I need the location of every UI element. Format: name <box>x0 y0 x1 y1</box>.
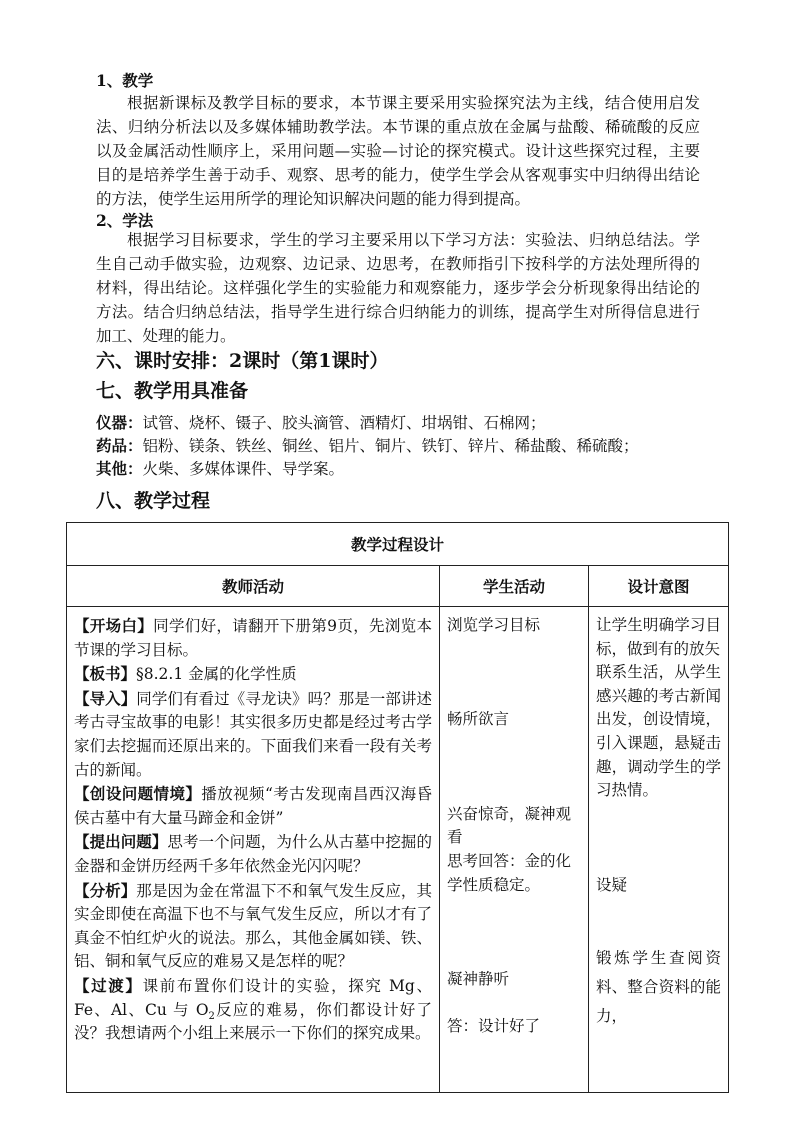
tag-opening: 【开场白】 <box>74 616 154 635</box>
instruments-list: 试管、烧杯、镊子、胶头滴管、酒精灯、坩埚钳、石棉网； <box>142 414 546 432</box>
section-tools-heading: 七、教学用具准备 <box>96 380 249 402</box>
teacher-transition <box>74 974 432 1046</box>
intent-doubt: 设疑 <box>596 875 628 894</box>
text-transition-a: 课前布置你们设计的实验，探究 Mg、Fe、Al、Cu 与 O <box>74 976 432 1019</box>
others-line <box>96 458 344 480</box>
tag-intro: 【导入】 <box>74 688 137 708</box>
header-intent: 设计意图 <box>589 566 729 607</box>
text-board: §8.2.1 金属的化学性质 <box>136 665 297 684</box>
text-question: 思考一个问题，为什么从古墓中挖掘的金器和金饼历经两千多年依然金光闪闪呢？ <box>74 833 432 875</box>
instruments-label: 仪器： <box>96 413 143 432</box>
learning-method-text: 根据学习目标要求，学生的学习主要采用以下学习方法：实验法、归纳总结法。学生自己动手做实验，边观察、边记录、边思考，在教师指引下按科学的方法处理所得的材料，得出结论。这样强化学生的实验能力和观察能力，逐步学会分析现象得出结论的方法。结合归纳总结法，指导学生进行综合归纳能力的训练，提高学生对所得信息进行加工、处理的能力。 <box>96 231 700 345</box>
learning-method-heading: 2、学法 <box>96 211 154 230</box>
text-situation: 播放视频“考古发现南昌西汉海昏侯古墓中有大量马蹄金和金饼” <box>74 785 432 827</box>
student-watch: 兴奋惊奇，凝神观看 <box>447 804 572 847</box>
section-process-heading: 八、教学过程 <box>96 490 211 512</box>
intent-goal: 让学生明确学习目标，做到有的放矢 <box>596 616 722 658</box>
oxygen-subscript: 2 <box>208 1010 215 1022</box>
intent-skills: 锻炼学生查阅资料、整合资料的能力， <box>596 949 722 1026</box>
student-reply: 答：设计好了 <box>447 1017 541 1036</box>
teacher-analysis <box>74 879 432 974</box>
text-opening: 同学们好，请翻开下册第9页，先浏览本节课的学习目标。 <box>74 617 432 659</box>
header-teacher: 教师活动 <box>67 566 440 607</box>
student-activity-cell <box>440 607 589 1093</box>
others-label: 其他： <box>96 459 143 478</box>
reagents-list: 铝粉、镁条、铁丝、铜丝、铝片、铜片、铁钉、锌片、稀盐酸、稀硫酸； <box>142 437 639 455</box>
tag-question: 【提出问题】 <box>74 832 168 852</box>
teacher-opening <box>74 614 432 662</box>
text-transition-b: 反应的难易，你们都设计好了没？我想请两个小组上来展示一下你们的探究成果。 <box>74 1000 432 1043</box>
teacher-question <box>74 830 432 878</box>
teaching-method-text: 根据新课标及教学目标的要求，本节课主要采用实验探究法为主线，结合使用启发法、归纳分析法以及多媒体辅助教学法。本节课的重点放在金属与盐酸、稀硫酸的反应以及金属活动性顺序上，采用问题—实验—讨论的探究模式。设计这些探究过程，主要目的是培养学生善于动手、观察、思考的能力，使学生学会从客观事实中归纳得出结论的方法，使学生运用所学的理论知识解决问题的能力得到提高。 <box>96 94 700 208</box>
teaching-process-table <box>66 522 729 1093</box>
tag-analysis: 【分析】 <box>74 880 137 900</box>
reagents-line <box>96 435 639 457</box>
section-schedule-heading: 六、课时安排：2课时（第1课时） <box>96 350 389 372</box>
intent-context: 联系生活，从学生感兴趣的考古新闻出发，创设情境，引入课题，悬疑击趣，调动学生的学习热情。 <box>596 663 722 800</box>
teacher-activity-cell <box>67 607 440 1093</box>
teacher-board <box>74 662 432 687</box>
student-speak: 畅所欲言 <box>447 710 510 729</box>
table-title: 教学过程设计 <box>67 523 729 566</box>
tag-transition: 【过渡】 <box>74 975 143 995</box>
reagents-label: 药品： <box>96 436 143 455</box>
text-intro: 同学们有看过《寻龙诀》吗？那是一部讲述考古寻宝故事的电影！其实很多历史都是经过考古学家们去挖掘而还原出来的。下面我们来看一段有关考古的新闻。 <box>74 689 432 779</box>
tag-situation: 【创设问题情境】 <box>74 784 202 804</box>
teacher-intro <box>74 687 432 782</box>
teacher-situation <box>74 782 432 830</box>
tag-board: 【板书】 <box>74 664 137 684</box>
student-listen: 凝神静听 <box>447 969 510 988</box>
design-intent-cell <box>589 607 729 1093</box>
student-browse: 浏览学习目标 <box>447 616 541 634</box>
teaching-method-heading: 1、教学 <box>96 71 154 90</box>
header-student: 学生活动 <box>440 566 589 607</box>
instruments-line <box>96 412 546 434</box>
others-list: 火柴、多媒体课件、导学案。 <box>142 460 345 478</box>
text-analysis: 那是因为金在常温下不和氧气发生反应，其实金即使在高温下也不与氧气发生反应，所以才有了真金不怕红炉火的说法。那么，其他金属如镁、铁、铝、铜和氧气反应的难易又是怎样的呢？ <box>74 881 432 971</box>
student-answer: 思考回答：金的化学性质稳定。 <box>447 851 572 894</box>
